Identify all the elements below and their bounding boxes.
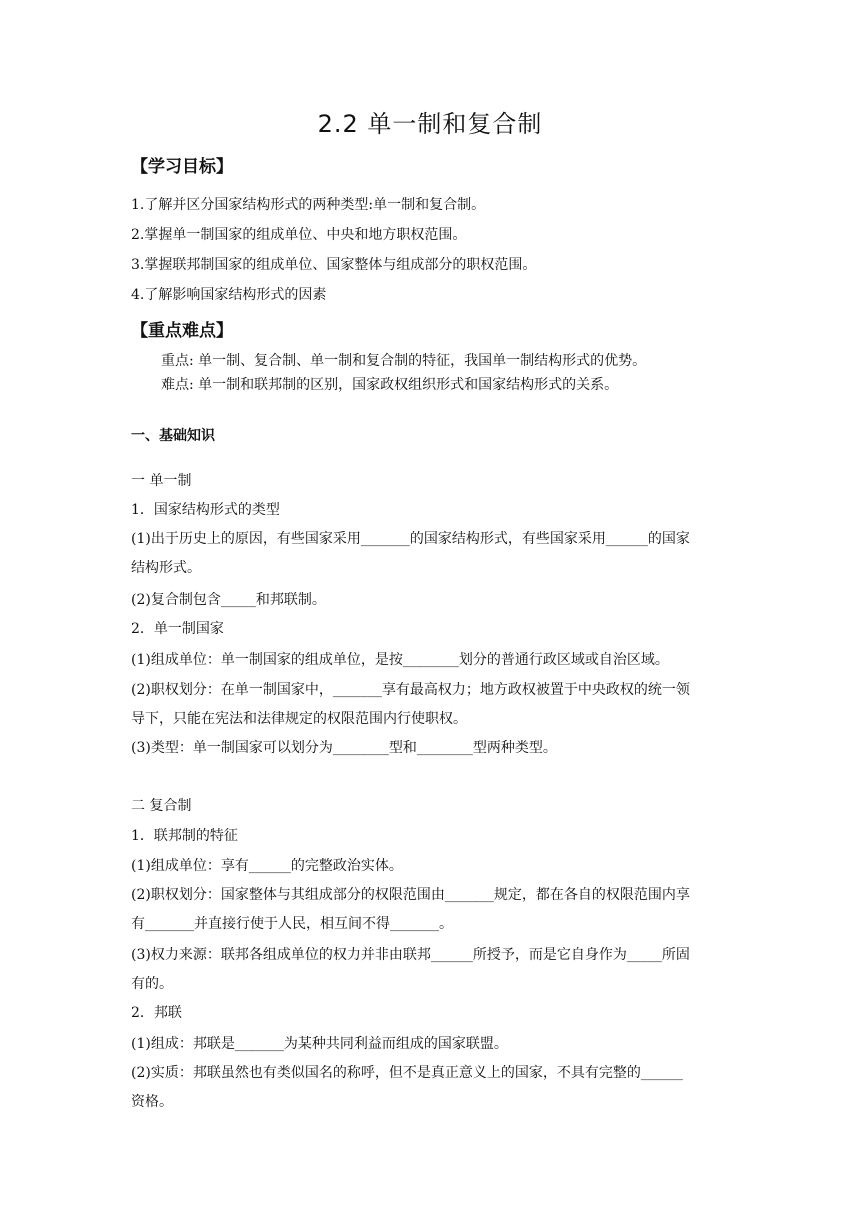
body-line: 2．单一制国家	[131, 621, 224, 637]
part1-heading: 一 单一制	[131, 473, 192, 489]
part2-heading: 二 复合制	[131, 798, 192, 814]
body-line: 资格。	[131, 1094, 173, 1110]
basics-heading: 一、基础知识	[131, 428, 215, 444]
objective-item: 2.掌握单一制国家的组成单位、中央和地方职权范围。	[131, 227, 467, 243]
body-line: 有的。	[131, 976, 173, 992]
body-line: (2)职权划分：在单一制国家中，_______享有最高权力；地方政权被置于中央政权的统一领	[131, 682, 690, 698]
objective-item: 3.掌握联邦制国家的组成单位、国家整体与组成部分的职权范围。	[131, 257, 537, 273]
body-line: 2．邦联	[131, 1005, 182, 1021]
body-line: 1．国家结构形式的类型	[131, 502, 280, 518]
key-points-heading: 【重点难点】	[131, 321, 233, 341]
document-title: 2.2 单一制和复合制	[317, 110, 543, 138]
body-line: (3)权力来源：联邦各组成单位的权力并非由联邦______所授予，而是它自身作为_____所固	[131, 947, 690, 963]
objectives-heading: 【学习目标】	[131, 157, 233, 177]
objective-item: 1.了解并区分国家结构形式的两种类型:单一制和复合制。	[131, 197, 486, 213]
body-line: 有_______并直接行使于人民，相互间不得_______。	[131, 916, 453, 932]
body-line: (2)复合制包含_____和邦联制。	[131, 592, 326, 608]
body-line: (2)实质：邦联虽然也有类似国名的称呼，但不是真正意义上的国家，不具有完整的______	[131, 1065, 683, 1081]
body-line: (2)职权划分：国家整体与其组成部分的权限范围由_______规定，都在各自的权限范围内享	[131, 887, 690, 903]
body-line: 导下，只能在宪法和法律规定的权限范围内行使职权。	[131, 711, 467, 727]
body-line: (1)组成单位：单一制国家的组成单位，是按________划分的普通行政区域或自治区域。	[131, 652, 669, 668]
objective-item: 4.了解影响国家结构形式的因素	[131, 287, 327, 303]
body-line: (1)组成：邦联是_______为某种共同利益而组成的国家联盟。	[131, 1036, 508, 1052]
body-line: (3)类型：单一制国家可以划分为________型和________型两种类型。	[131, 740, 557, 756]
focus-text: 重点: 单一制、复合制、单一制和复合制的特征，我国单一制结构形式的优势。	[161, 353, 647, 369]
difficulty-text: 难点: 单一制和联邦制的区别，国家政权组织形式和国家结构形式的关系。	[161, 377, 619, 393]
body-line: 1．联邦制的特征	[131, 828, 238, 844]
body-line: (1)出于历史上的原因，有些国家采用_______的国家结构形式，有些国家采用______的国家	[131, 531, 690, 547]
body-line: (1)组成单位：享有______的完整政治实体。	[131, 858, 403, 874]
body-line: 结构形式。	[131, 560, 201, 576]
